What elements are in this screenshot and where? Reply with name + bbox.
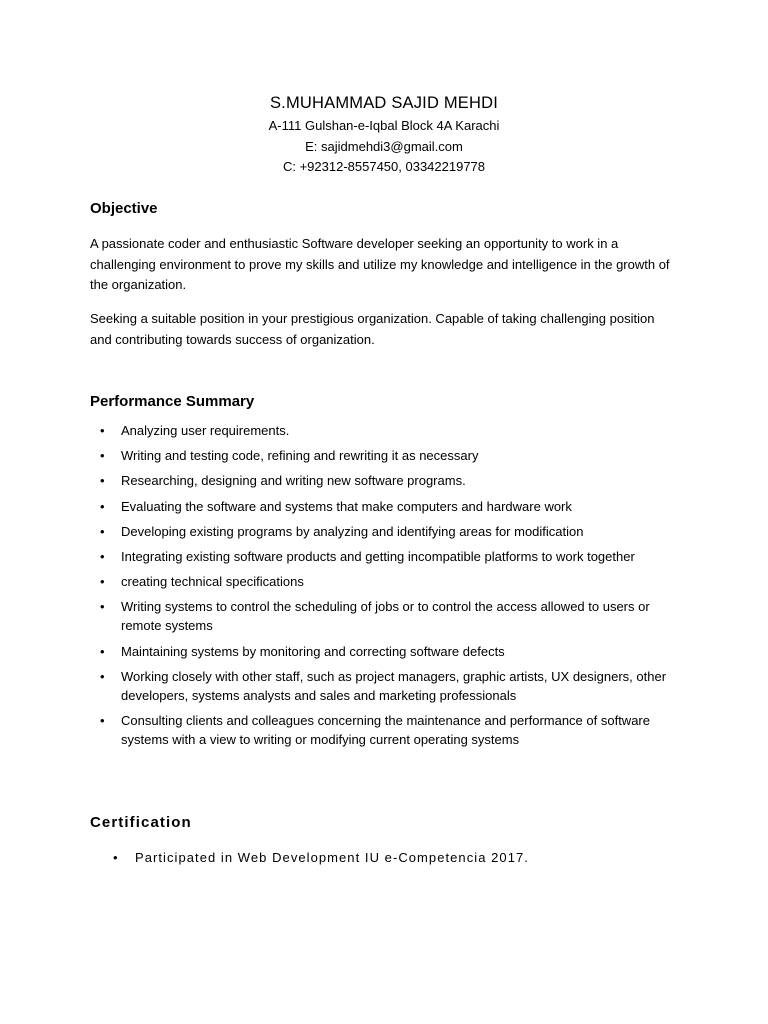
bullet-icon: • xyxy=(100,523,105,539)
list-item xyxy=(90,522,680,541)
bullet-icon: • xyxy=(100,548,105,564)
certification-list xyxy=(113,848,713,867)
list-item-text: Analyzing user requirements. xyxy=(121,423,290,438)
list-item xyxy=(90,446,680,465)
bullet-icon: • xyxy=(100,643,105,659)
performance-summary-heading: Performance Summary xyxy=(90,393,255,410)
list-item-text: Evaluating the software and systems that make computers and hardware work xyxy=(121,498,572,514)
list-item xyxy=(113,848,713,867)
bullet-icon: • xyxy=(100,448,105,464)
list-item xyxy=(90,572,680,591)
candidate-name: S.MUHAMMAD SAJID MEHDI xyxy=(269,94,499,112)
bullet-icon: • xyxy=(100,473,105,489)
bullet-icon: • xyxy=(100,599,105,615)
list-item-text: Writing systems to control the scheduling of jobs or to control the access allowed to users or remote systems xyxy=(121,599,650,634)
list-item xyxy=(90,642,680,661)
performance-summary-list xyxy=(90,421,680,755)
bullet-icon: • xyxy=(100,574,105,590)
certification-heading: Certification xyxy=(90,814,192,831)
bullet-icon: • xyxy=(100,498,105,514)
list-item-text: Working closely with other staff, such as project managers, graphic artists, UX designers, other developers, systems analysts and sales and marketing professionals xyxy=(121,668,667,703)
list-item-text: Consulting clients and colleagues concerning the maintenance and performance of software systems with a view to writing or modifying current operating systems xyxy=(121,712,650,747)
bullet-icon: • xyxy=(100,668,105,684)
list-item-text: Integrating existing software products and getting incompatible platforms to work together xyxy=(121,548,635,564)
list-item-text: Participated in Web Development IU e-Competencia 2017. xyxy=(135,850,529,865)
address-line: A-111 Gulshan-e-Iqbal Block 4A Karachi xyxy=(268,118,500,133)
list-item xyxy=(90,421,680,440)
objective-paragraph-2: Seeking a suitable position in your prestigious organization. Capable of taking challenging position and contributing towards success of organization. xyxy=(90,311,655,347)
list-item-text: Developing existing programs by analyzing and identifying areas for modification xyxy=(121,523,584,539)
bullet-icon: • xyxy=(100,712,105,728)
list-item-text: creating technical specifications xyxy=(121,574,304,590)
list-item xyxy=(90,547,680,566)
list-item xyxy=(90,711,680,749)
list-item xyxy=(90,497,680,516)
list-item-text: Maintaining systems by monitoring and correcting software defects xyxy=(121,643,505,659)
resume-header xyxy=(0,92,768,178)
bullet-icon: • xyxy=(100,423,105,438)
email-line: E: sajidmehdi3@gmail.com xyxy=(305,138,463,154)
list-item-text: Writing and testing code, refining and rewriting it as necessary xyxy=(121,448,479,464)
list-item-text: Researching, designing and writing new software programs. xyxy=(121,473,466,489)
list-item xyxy=(90,667,680,705)
list-item xyxy=(90,471,680,490)
objective-paragraph-1: A passionate coder and enthusiastic Software developer seeking an opportunity to work in a challenging environment to prove my skills and utilize my knowledge and intelligence in the growth of the organization. xyxy=(90,236,670,292)
list-item xyxy=(90,597,680,635)
objective-heading: Objective xyxy=(90,200,158,217)
phone-line: C: +92312-8557450, 03342219778 xyxy=(282,159,486,174)
bullet-icon: • xyxy=(113,850,118,865)
